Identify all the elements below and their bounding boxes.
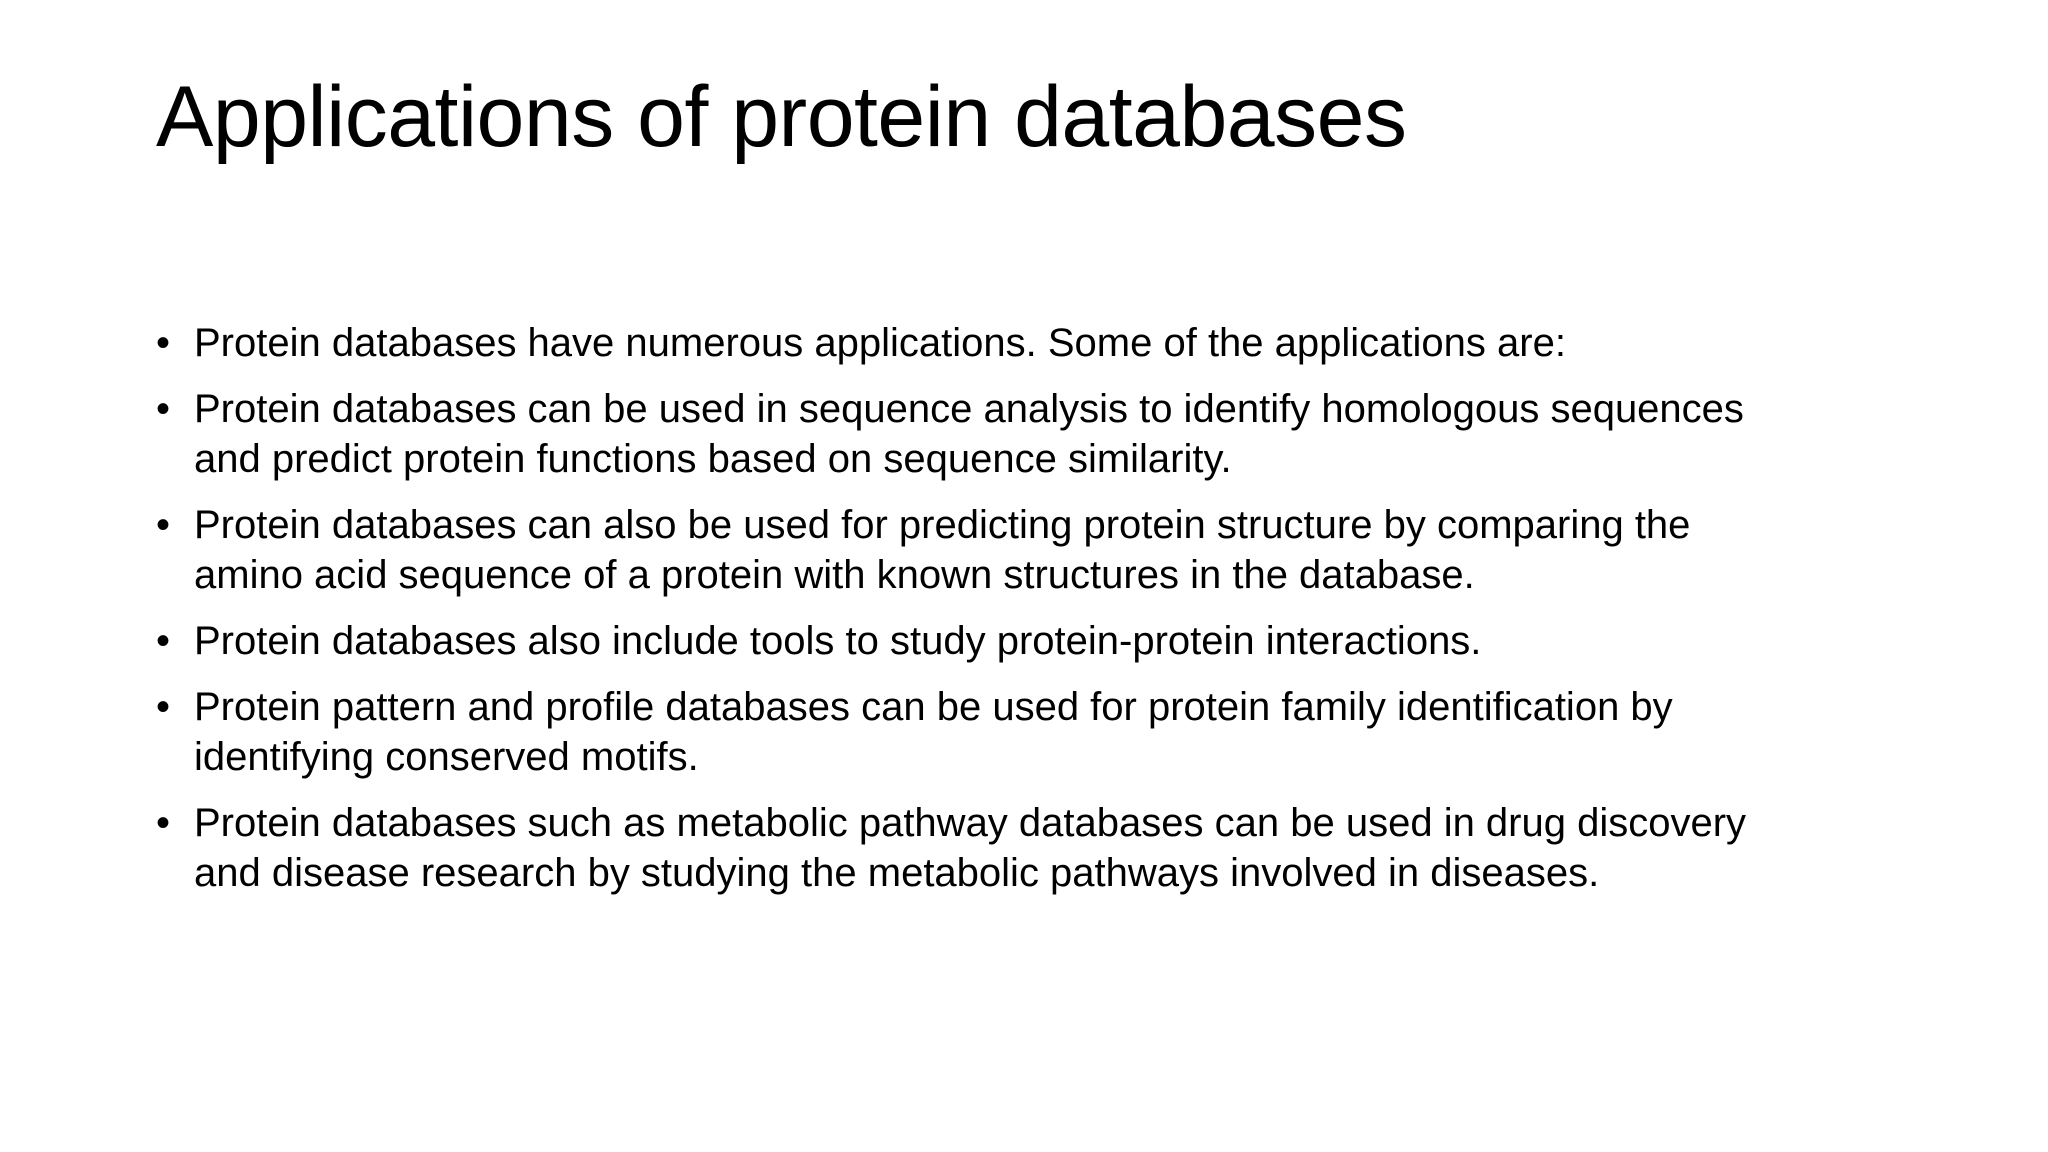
bullet-line: Protein databases have numerous applications. Some of the applications are: [194, 321, 1566, 365]
bullet-icon: • [156, 801, 171, 845]
bullet-list [156, 318, 1856, 914]
bullet-text [194, 318, 1856, 368]
bullet-item [156, 682, 1856, 782]
bullet-line: Protein databases also include tools to study protein-protein interactions. [194, 619, 1482, 663]
bullet-item [156, 500, 1856, 600]
bullet-icon: • [156, 685, 171, 729]
bullet-icon: • [156, 503, 171, 547]
bullet-line: identifying conserved motifs. [194, 735, 699, 779]
bullet-icon: • [156, 619, 171, 663]
bullet-text [194, 682, 1856, 782]
bullet-line: and disease research by studying the metabolic pathways involved in diseases. [194, 851, 1600, 895]
bullet-line: Protein databases can also be used for predicting protein structure by comparing the [194, 503, 1691, 547]
bullet-line: and predict protein functions based on sequence similarity. [194, 437, 1232, 481]
bullet-text [194, 798, 1856, 898]
bullet-item [156, 384, 1856, 484]
bullet-text [194, 500, 1856, 600]
bullet-icon: • [156, 387, 171, 431]
bullet-item [156, 318, 1856, 368]
slide-title: Applications of protein databases [156, 69, 1407, 165]
bullet-text [194, 384, 1856, 484]
bullet-line: Protein pattern and profile databases can be used for protein family identification by [194, 685, 1673, 729]
bullet-line: Protein databases such as metabolic pathway databases can be used in drug discovery [194, 801, 1747, 845]
bullet-line: amino acid sequence of a protein with known structures in the database. [194, 553, 1475, 597]
bullet-text [194, 616, 1856, 666]
bullet-item [156, 616, 1856, 666]
bullet-icon: • [156, 321, 171, 365]
bullet-line: Protein databases can be used in sequence analysis to identify homologous sequences [194, 387, 1744, 431]
bullet-item [156, 798, 1856, 898]
